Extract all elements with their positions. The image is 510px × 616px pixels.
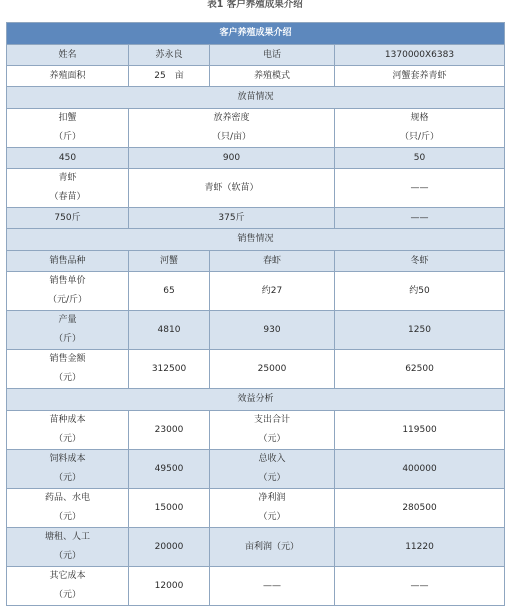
- spec-header: [335, 109, 505, 148]
- soft-shrimp-header: 青虾（软苗）: [129, 169, 335, 208]
- table-row: [7, 109, 505, 148]
- feed-cost-line1: 饲料成本: [49, 454, 86, 464]
- crab-header-line2: （斤）: [53, 132, 81, 142]
- shrimp-header: [7, 169, 129, 208]
- drug-cost-label: [7, 489, 129, 528]
- spec-header-line1: 规格: [410, 113, 429, 123]
- area-label: 养殖面积: [7, 66, 129, 87]
- other-cost-line2: （元）: [53, 590, 81, 600]
- seed-cost-line1: 苗种成本: [49, 415, 86, 425]
- table-row: [7, 251, 505, 272]
- total-income-label: [210, 450, 335, 489]
- seed-cost-line2: （元）: [53, 434, 81, 444]
- rent-cost-line2: （元）: [53, 551, 81, 561]
- price-spring: 约27: [210, 272, 335, 311]
- crab-density: 900: [129, 148, 335, 169]
- section-header-row: [7, 389, 505, 411]
- table-row: [7, 567, 505, 606]
- amount-label-line1: 销售金额: [49, 354, 86, 364]
- benefit-section-title: 效益分析: [7, 389, 505, 411]
- stocking-section-title: 放苗情况: [7, 87, 505, 109]
- table-row: [7, 148, 505, 169]
- shrimp-qty: 750斤: [7, 208, 129, 229]
- feed-cost-line2: （元）: [53, 473, 81, 483]
- table-title: 客户养殖成果介绍: [7, 23, 505, 45]
- total-income-line1: 总收入: [258, 454, 286, 464]
- table-row: [7, 350, 505, 389]
- feed-cost-value: 49500: [129, 450, 210, 489]
- price-winter: 约50: [335, 272, 505, 311]
- output-winter: 1250: [335, 311, 505, 350]
- sales-header-winter-shrimp: 冬虾: [335, 251, 505, 272]
- crab-header: [7, 109, 129, 148]
- mode-label: 养殖模式: [210, 66, 335, 87]
- sales-header-crab: 河蟹: [129, 251, 210, 272]
- soft-shrimp-qty: 375斤: [129, 208, 335, 229]
- dash-cell: ——: [335, 208, 505, 229]
- price-crab: 65: [129, 272, 210, 311]
- sales-section-title: 销售情况: [7, 229, 505, 251]
- amount-label-line2: （元）: [53, 373, 81, 383]
- net-profit-line1: 净利润: [258, 493, 286, 503]
- density-header-line2: （只/亩）: [211, 132, 252, 142]
- table-caption: 表1 客户养殖成果介绍: [207, 0, 303, 10]
- dash-cell: ——: [210, 567, 335, 606]
- table-row: [7, 208, 505, 229]
- section-header-row: [7, 229, 505, 251]
- price-label-line2: （元/斤）: [47, 295, 88, 305]
- table-row: [7, 450, 505, 489]
- other-cost-value: 12000: [129, 567, 210, 606]
- total-expense-line1: 支出合计: [253, 415, 290, 425]
- table-row: [7, 528, 505, 567]
- area-value: 25 亩: [129, 66, 210, 87]
- drug-cost-line1: 药品、水电: [44, 493, 90, 503]
- crab-header-line1: 扣蟹: [58, 113, 77, 123]
- crab-spec: 50: [335, 148, 505, 169]
- table-row: [7, 489, 505, 528]
- sales-header-variety: 销售品种: [7, 251, 129, 272]
- amount-crab: 312500: [129, 350, 210, 389]
- name-value: 苏永良: [129, 45, 210, 66]
- spec-header-line2: （只/斤）: [399, 132, 440, 142]
- table-row: [7, 272, 505, 311]
- density-header: [129, 109, 335, 148]
- table-row: [7, 169, 505, 208]
- price-label: [7, 272, 129, 311]
- sales-header-spring-shrimp: 春虾: [210, 251, 335, 272]
- drug-cost-value: 15000: [129, 489, 210, 528]
- amount-spring: 25000: [210, 350, 335, 389]
- total-expense-line2: （元）: [258, 434, 286, 444]
- amount-winter: 62500: [335, 350, 505, 389]
- table-row: [7, 311, 505, 350]
- table-title-row: [7, 23, 505, 45]
- table-row: [7, 45, 505, 66]
- output-label-line2: （斤）: [53, 334, 81, 344]
- density-header-line1: 放养密度: [213, 113, 250, 123]
- table-row: [7, 66, 505, 87]
- shrimp-header-line1: 青虾: [58, 173, 77, 183]
- results-table: [6, 22, 505, 606]
- table-row: [7, 411, 505, 450]
- output-label-line1: 产量: [58, 315, 77, 325]
- mu-profit-label: 亩利润（元）: [210, 528, 335, 567]
- crab-qty: 450: [7, 148, 129, 169]
- net-profit-label: [210, 489, 335, 528]
- output-crab: 4810: [129, 311, 210, 350]
- seed-cost-value: 23000: [129, 411, 210, 450]
- dash-cell: ——: [335, 567, 505, 606]
- output-spring: 930: [210, 311, 335, 350]
- rent-cost-line1: 塘租、人工: [44, 532, 90, 542]
- drug-cost-line2: （元）: [53, 512, 81, 522]
- phone-value: 1370000X6383: [335, 45, 505, 66]
- price-label-line1: 销售单价: [49, 276, 86, 286]
- mu-profit-value: 11220: [335, 528, 505, 567]
- amount-label: [7, 350, 129, 389]
- other-cost-line1: 其它成本: [49, 571, 86, 581]
- net-profit-line2: （元）: [258, 512, 286, 522]
- feed-cost-label: [7, 450, 129, 489]
- section-header-row: [7, 87, 505, 109]
- other-cost-label: [7, 567, 129, 606]
- name-label: 姓名: [7, 45, 129, 66]
- rent-cost-label: [7, 528, 129, 567]
- total-income-line2: （元）: [258, 473, 286, 483]
- rent-cost-value: 20000: [129, 528, 210, 567]
- total-expense-label: [210, 411, 335, 450]
- dash-cell: ——: [335, 169, 505, 208]
- seed-cost-label: [7, 411, 129, 450]
- shrimp-header-line2: （春苗）: [49, 192, 86, 202]
- phone-label: 电话: [210, 45, 335, 66]
- total-expense-value: 119500: [335, 411, 505, 450]
- net-profit-value: 280500: [335, 489, 505, 528]
- output-label: [7, 311, 129, 350]
- total-income-value: 400000: [335, 450, 505, 489]
- mode-value: 河蟹套养青虾: [335, 66, 505, 87]
